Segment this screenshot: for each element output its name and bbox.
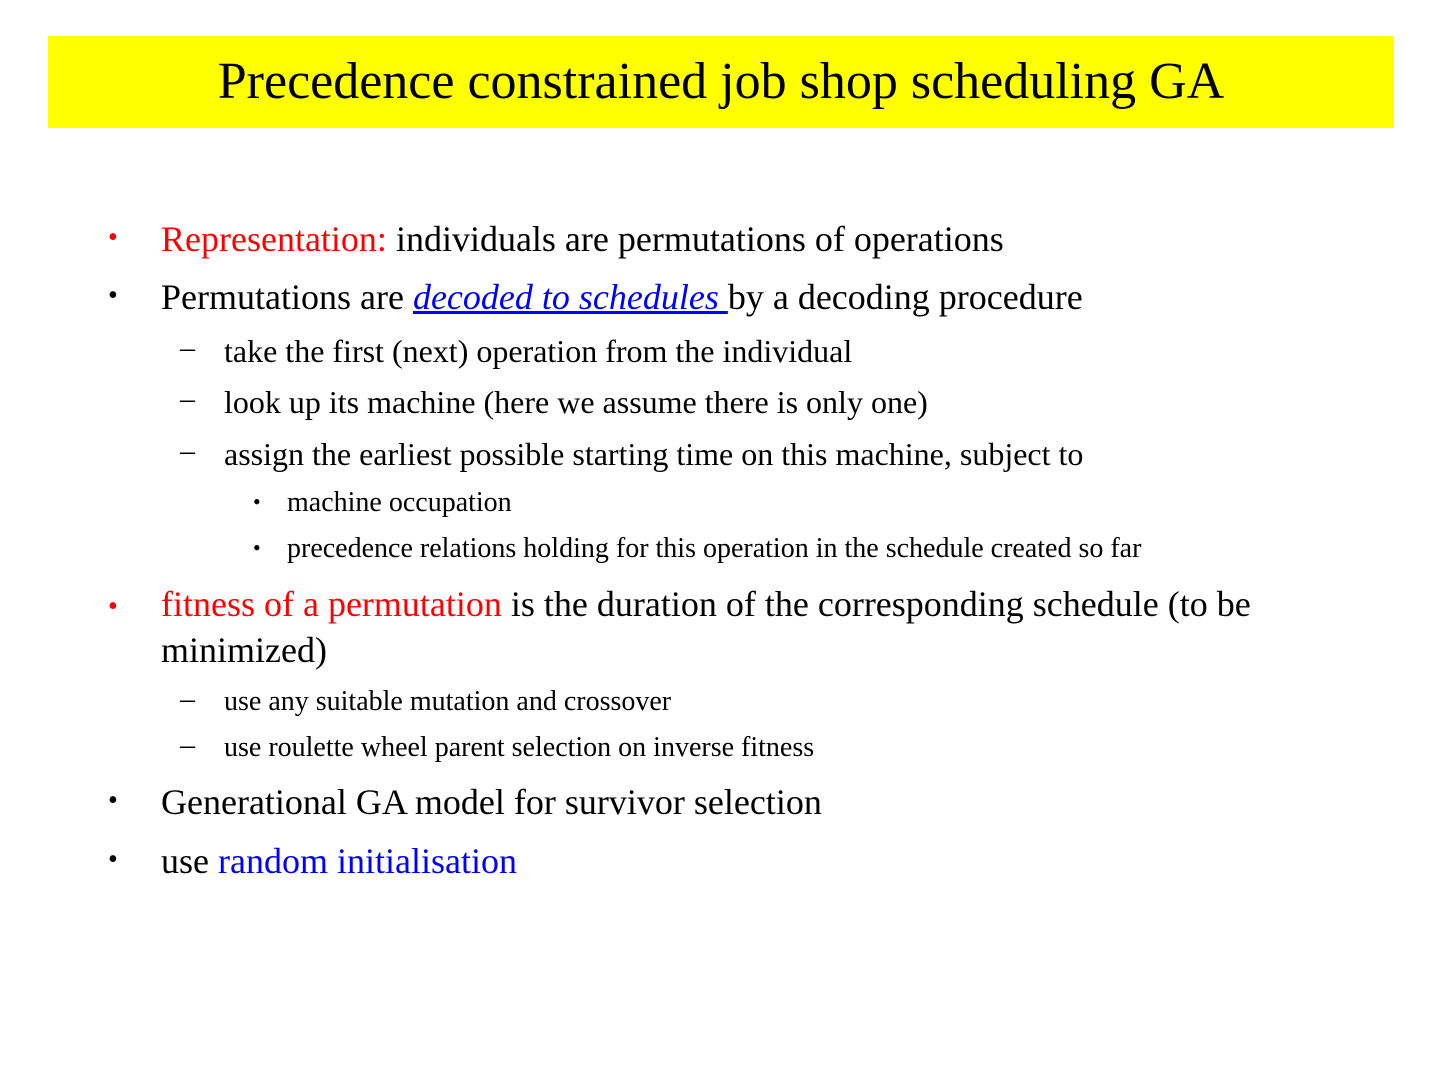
- dash-marker: –: [180, 331, 195, 364]
- decoding-text-post: by a decoding procedure: [727, 277, 1083, 317]
- sub-bullet-text: look up its machine (here we assume there is only one): [224, 384, 928, 420]
- sub-bullet-text: take the first (next) operation from the individual: [224, 333, 853, 369]
- initialisation-text-pre: use: [161, 841, 218, 881]
- bullet-marker: •: [108, 280, 118, 311]
- dash-marker: –: [180, 382, 195, 415]
- bullet-marker: •: [253, 535, 261, 560]
- representation-text: individuals are permutations of operations: [386, 219, 1004, 259]
- bullet-text: [161, 274, 1083, 321]
- dash-marker: –: [180, 682, 195, 715]
- bullet-marker: •: [108, 785, 118, 816]
- bullet-text: [161, 216, 1004, 263]
- bullet-marker: •: [108, 591, 118, 622]
- fitness-label: fitness of a permutation: [161, 584, 502, 624]
- dash-marker: –: [180, 434, 195, 467]
- sub-bullet-text: use roulette wheel parent selection on inverse fitness: [224, 732, 815, 763]
- slide-title: Precedence constrained job shop scheduling GA: [217, 53, 1225, 110]
- sub-bullet-text: assign the earliest possible starting time on this machine, subject to: [224, 436, 1084, 472]
- bullet-text: [161, 838, 517, 885]
- sub-bullet-text: use any suitable mutation and crossover: [224, 686, 672, 717]
- bullet-marker: •: [253, 489, 261, 514]
- dash-marker: –: [180, 728, 195, 761]
- random-initialisation-text: random initialisation: [218, 841, 517, 881]
- representation-label: Representation:: [161, 219, 387, 259]
- title-banner: [48, 36, 1394, 128]
- decoded-to-schedules-link[interactable]: decoded to schedules: [412, 277, 728, 317]
- bullet-text: Generational GA model for survivor selection: [161, 782, 822, 822]
- subsub-bullet-text: precedence relations holding for this operation in the schedule created so far: [287, 533, 1142, 564]
- bullet-text: [161, 581, 1341, 673]
- bullet-marker: •: [108, 222, 118, 253]
- fitness-text: is the duration of the corresponding schedule (to be minimized): [161, 584, 1251, 670]
- decoding-text-pre: Permutations are: [161, 277, 413, 317]
- bullet-marker: •: [108, 844, 118, 875]
- subsub-bullet-text: machine occupation: [287, 487, 512, 518]
